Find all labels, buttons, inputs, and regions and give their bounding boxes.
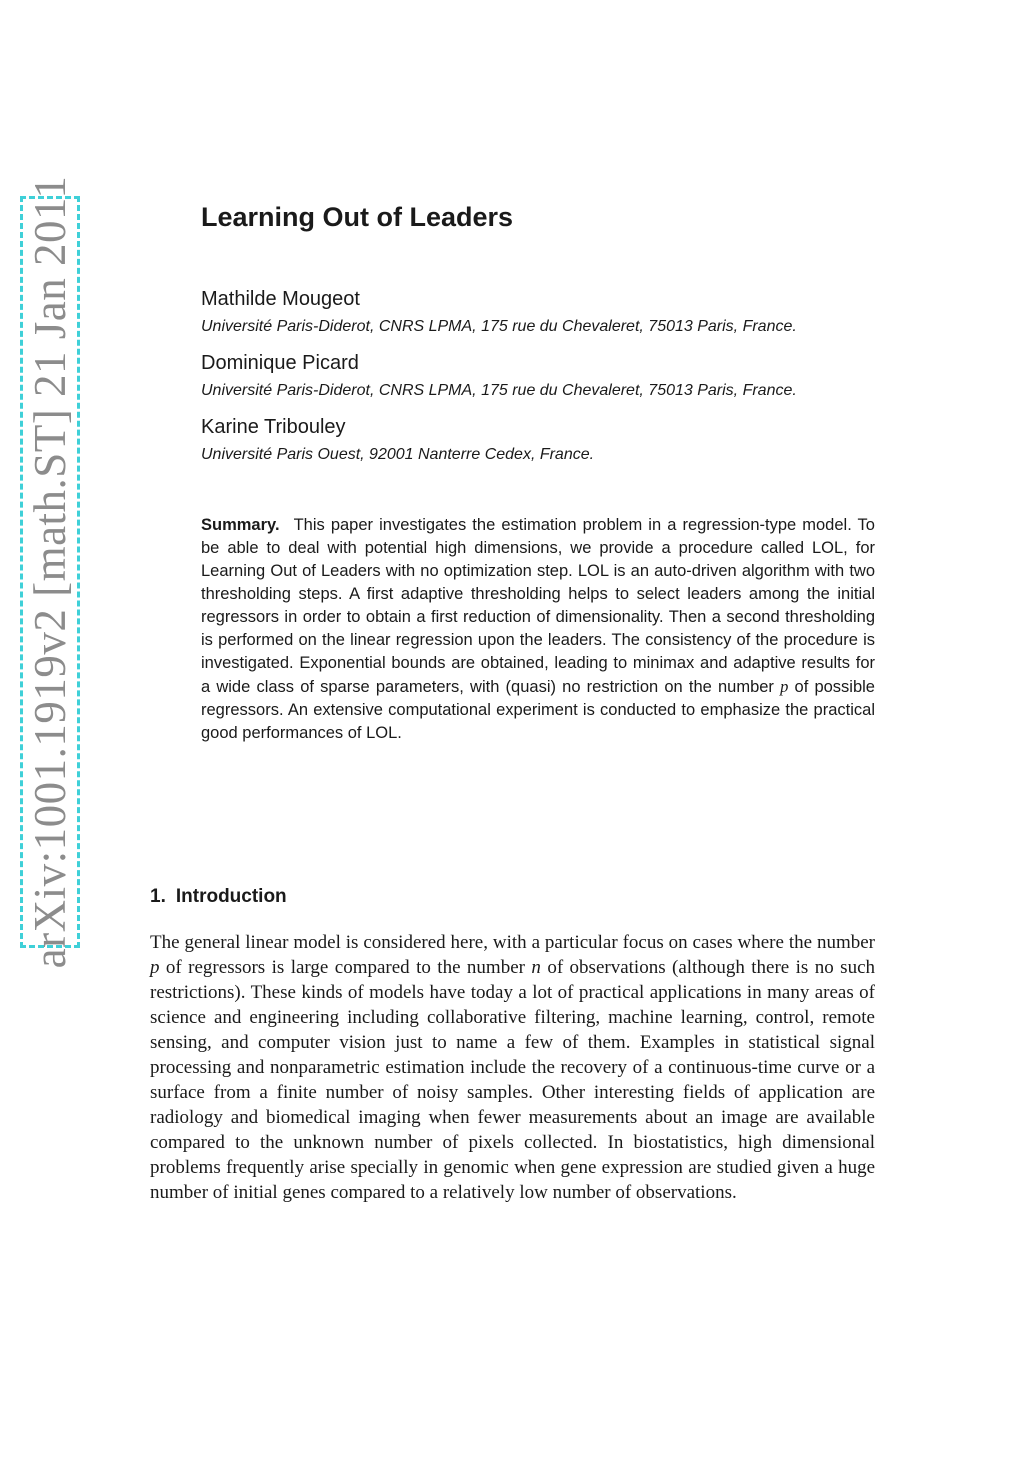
math-symbol-p: p: [780, 677, 789, 696]
section-number: 1.: [150, 886, 166, 907]
abstract-label: Summary.: [201, 516, 280, 534]
section-heading: [150, 886, 287, 908]
arxiv-stamp: [20, 175, 80, 969]
paragraph-text: of regressors is large compared to the number: [165, 957, 525, 978]
arxiv-stamp-text: arXiv:1001.1919v2 [math.ST] 21 Jan 2011: [25, 175, 75, 969]
section-title: Introduction: [175, 886, 287, 907]
author-list: [201, 284, 921, 476]
author-name: Dominique Picard: [201, 352, 359, 374]
paragraph-text: of observations (although there is no such restrictions). These kinds of models have today a lot of practical applications in many areas of science and engineering including collaborative filtering, machine learning, control, remote sensing, and computer vision just to name a few of them. Examples in statistical signal processing and nonparametric estimation include the recovery of a continuous-time curve or a surface from a finite number of noisy samples. Other interesting fields of application are radiology and biomedical imaging when fewer measurements about an image are available compared to the unknown number of pixels collected. In biostatistics, high dimensional problems frequently arise specially in genomic when gene expression are studied given a huge number of initial genes compared to a relatively low number of observations.: [150, 957, 875, 1203]
author-name: Mathilde Mougeot: [201, 288, 360, 310]
paragraph-text: The general linear model is considered here, with a particular focus on cases where the number: [150, 932, 875, 953]
introduction-paragraph: [150, 930, 875, 1205]
author-affiliation: Université Paris-Diderot, CNRS LPMA, 175 rue du Chevaleret, 75013 Paris, France.: [201, 318, 797, 335]
math-symbol-p: p: [150, 957, 160, 978]
paper-title: Learning Out of Leaders: [201, 202, 514, 232]
author-affiliation: Université Paris Ouest, 92001 Nanterre Cedex, France.: [201, 446, 595, 463]
abstract-text: This paper investigates the estimation problem in a regression-type model. To be able to deal with potential high dimensions, we provide a procedure called LOL, for Learning Out of Leaders with no optimization step. LOL is an auto-driven algorithm with two thresholding steps. A first adaptive thresholding helps to select leaders among the initial regressors in order to obtain a first reduction of dimensionality. Then a second thresholding is performed on the linear regression upon the leaders. The consistency of the procedure is investigated. Exponential bounds are obtained, leading to minimax and adaptive results for a wide class of sparse parameters, with (quasi) no restriction on the number: [201, 516, 875, 696]
math-symbol-n: n: [531, 957, 541, 978]
abstract-text: of possible regressors. An extensive computational experiment is conducted to emphasize the practical good performances of LOL.: [201, 678, 875, 742]
abstract: [201, 514, 875, 745]
author-affiliation: Université Paris-Diderot, CNRS LPMA, 175 rue du Chevaleret, 75013 Paris, France.: [201, 382, 797, 399]
author-name: Karine Tribouley: [201, 416, 346, 438]
